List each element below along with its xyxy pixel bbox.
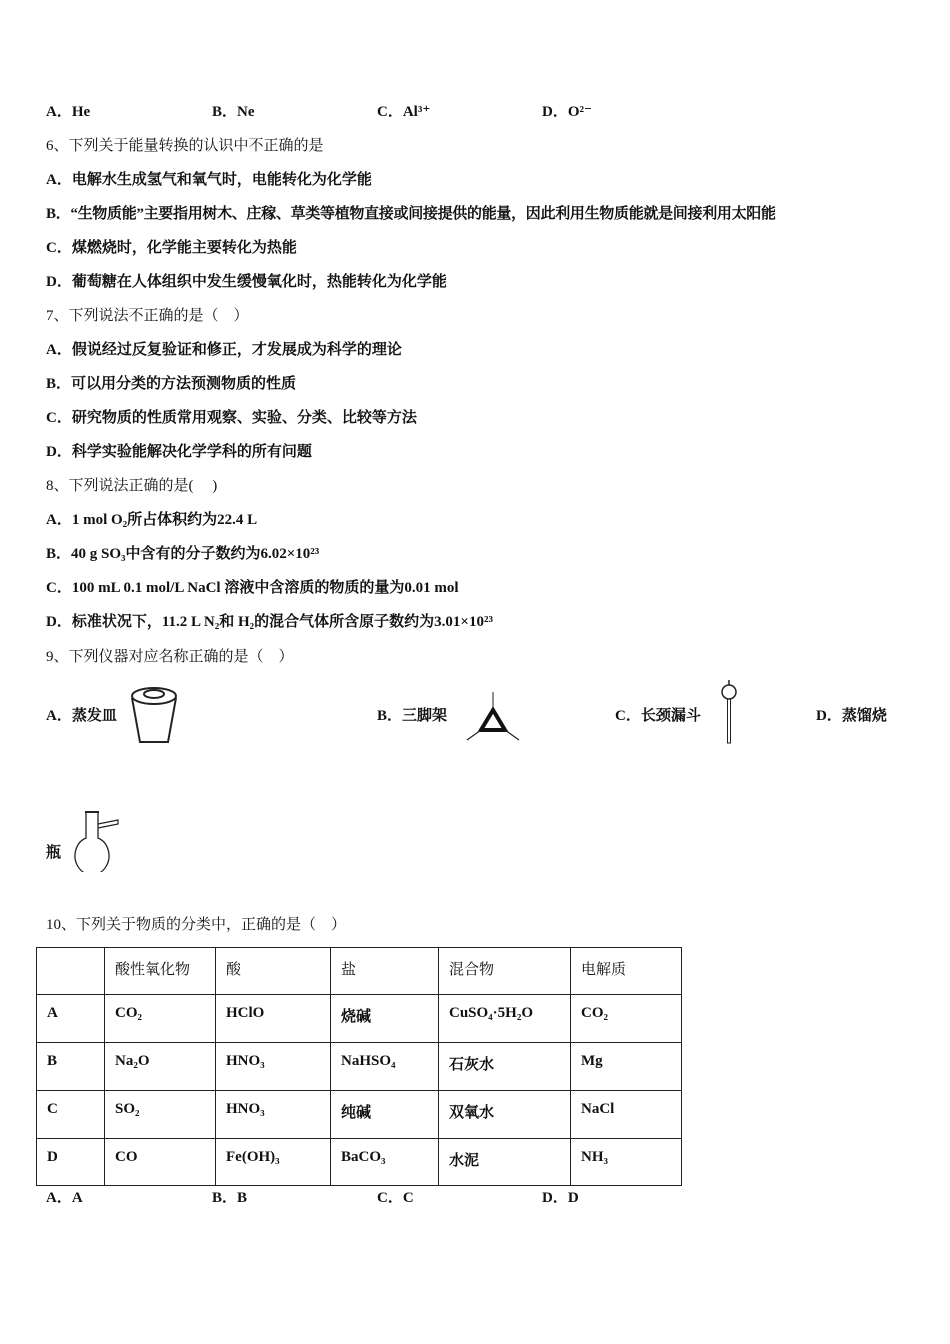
table-cell: Fe(OH)₃ [216,1139,331,1186]
table-cell: 石灰水 [439,1043,571,1091]
table-header-cell: 盐 [331,948,439,995]
table-cell: CO₂ [105,995,216,1043]
tripod-triangle-icon [464,692,522,744]
table-header-cell [37,948,105,995]
table-cell: BaCO₃ [331,1139,439,1186]
q5-option-c: C．Al³⁺ [377,104,431,120]
table-cell: CO₂ [571,995,682,1043]
q9-option-d-wrap: 瓶 [46,845,62,861]
q6-option-a: A．电解水生成氢气和氧气时，电能转化为化学能 [46,172,372,188]
table-cell: Na₂O [105,1043,216,1091]
q8-option-d: D．标准状况下，11.2 L N₂和 H₂的混合气体所含原子数约为3.01×10²³ [46,614,493,630]
table-row [37,1139,682,1186]
q10-option-c: C．C [377,1190,414,1206]
table-row [37,1043,682,1091]
table-cell: NaHSO₄ [331,1043,439,1091]
table-cell: B [37,1043,105,1091]
q7-option-a: A．假说经过反复验证和修正，才发展成为科学的理论 [46,342,402,358]
table-cell: A [37,995,105,1043]
distillation-flask-icon [64,808,122,872]
table-cell: Mg [571,1043,682,1091]
table-header-row [37,948,682,995]
table-header-cell: 电解质 [571,948,682,995]
q7-stem: 7、下列说法不正确的是（ ） [46,308,249,324]
q8-option-c: C．100 mL 0.1 mol/L NaCl 溶液中含溶质的物质的量为0.01 mol [46,580,459,596]
q9-option-c: C．长颈漏斗 [615,708,701,724]
table-cell: 烧碱 [331,995,439,1043]
q7-option-c: C．研究物质的性质常用观察、实验、分类、比较等方法 [46,410,417,426]
table-cell: 水泥 [439,1139,571,1186]
table-cell: CuSO₄·5H₂O [439,995,571,1043]
classification-table [36,947,682,1186]
table-cell: CO [105,1139,216,1186]
q7-option-d: D．科学实验能解决化学学科的所有问题 [46,444,312,460]
q5-option-b: B．Ne [212,104,255,120]
q8-option-a: A．1 mol O₂所占体积约为22.4 L [46,512,258,528]
evaporating-dish-crucible-icon [128,686,182,746]
q6-option-b: B．“生物质能”主要指用树木、庄稼、草类等植物直接或间接提供的能量，因此利用生物质能就是间接利用太阳能 [46,206,776,222]
table-cell: 纯碱 [331,1091,439,1139]
table-cell: NaCl [571,1091,682,1139]
table-cell: D [37,1139,105,1186]
table-cell: HClO [216,995,331,1043]
q9-option-b: B．三脚架 [377,708,448,724]
table-row [37,1091,682,1139]
table-cell: HNO₃ [216,1043,331,1091]
q5-option-a: A．He [46,104,91,120]
table-cell: C [37,1091,105,1139]
q9-stem: 9、下列仪器对应名称正确的是（ ） [46,649,294,665]
q5-option-d: D．O²⁻ [542,104,592,120]
table-cell: NH₃ [571,1139,682,1186]
q10-option-b: B．B [212,1190,248,1206]
q10-stem: 10、下列关于物质的分类中，正确的是（ ） [46,917,347,933]
q9-option-a: A．蒸发皿 [46,708,117,724]
q10-option-d: D．D [542,1190,579,1206]
table-row [37,995,682,1043]
q10-option-a: A．A [46,1190,83,1206]
table-cell: HNO₃ [216,1091,331,1139]
q6-option-c: C．煤燃烧时，化学能主要转化为热能 [46,240,297,256]
q6-stem: 6、下列关于能量转换的认识中不正确的是 [46,138,324,154]
q8-stem: 8、下列说法正确的是( ) [46,478,218,494]
q8-option-b: B．40 g SO₃中含有的分子数约为6.02×10²³ [46,546,320,562]
q6-option-d: D．葡萄糖在人体组织中发生缓慢氧化时，热能转化为化学能 [46,274,447,290]
table-header-cell: 酸性氧化物 [105,948,216,995]
table-cell: SO₂ [105,1091,216,1139]
long-neck-funnel-icon [716,678,742,744]
q9-option-d: D．蒸馏烧 [816,708,887,724]
table-cell: 双氧水 [439,1091,571,1139]
table-header-cell: 酸 [216,948,331,995]
table-header-cell: 混合物 [439,948,571,995]
q7-option-b: B．可以用分类的方法预测物质的性质 [46,376,297,392]
